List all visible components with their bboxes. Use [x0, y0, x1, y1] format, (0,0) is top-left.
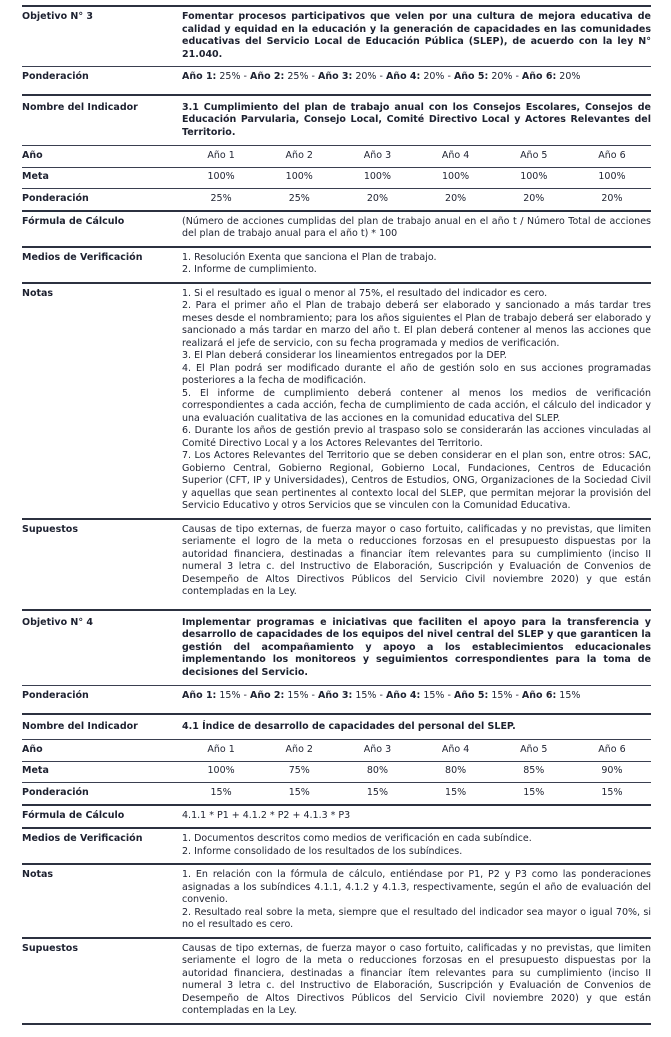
ponderacion-segment-valor: 25%	[216, 71, 241, 82]
ponderacion-cell: 25%	[288, 192, 310, 204]
meta-cells	[182, 765, 651, 778]
formula-row	[22, 804, 651, 828]
ano-header-cell: Año 1	[207, 149, 235, 161]
supuestos-row	[22, 937, 651, 1023]
meta-cell: 75%	[288, 765, 310, 776]
nombre-indicador-row	[22, 713, 651, 740]
formula-value: 4.1.1 * P1 + 4.1.2 * P2 + 4.1.3 * P3	[182, 809, 351, 821]
meta-cell: 100%	[520, 171, 548, 182]
medios-row	[22, 246, 651, 282]
meta-cell: 100%	[207, 765, 235, 776]
medios-item: 2. Informe consolidado de los resultados de los subíndices.	[182, 845, 463, 857]
meta-cell: 100%	[207, 171, 235, 182]
meta-cell: 80%	[445, 765, 467, 776]
ponderacion-segment-ano: Año 4:	[385, 690, 421, 701]
ponderacion-segment-valor: 15%	[352, 690, 377, 701]
notas-label: Notas	[22, 869, 54, 880]
ponderacion-segment	[244, 71, 309, 82]
meta-label: Meta	[22, 765, 49, 776]
ponderacion-segment-ano: Año 2:	[249, 71, 285, 82]
convenio-indicadores-document	[22, 5, 651, 1025]
objetivo-4-section	[22, 609, 651, 1023]
ponderacion-segment-ano: Año 4:	[385, 71, 421, 82]
ponderacion-segment-valor: 20%	[488, 71, 513, 82]
ponderacion-anual-values	[182, 71, 651, 84]
ponderacion-cell: 15%	[445, 786, 467, 798]
nota-item: 6. Durante los años de gestión previo al traspaso solo se considerarán las acciones vinculadas al Comité Directivo Local y a los Actores Relevantes del Territorio.	[182, 425, 651, 449]
ponderacion-segment-valor: 20%	[420, 71, 445, 82]
medios-list	[182, 252, 651, 277]
formula-value: (Número de acciones cumplidas del plan de trabajo anual en el año t / Número Total de acciones del plan de trabajo anual para el año t) * 100	[182, 215, 651, 239]
ano-header-cells	[182, 744, 651, 757]
medios-item: 1. Resolución Exenta que sanciona el Plan de trabajo.	[182, 251, 437, 263]
ano-header-cell: Año 2	[285, 743, 313, 755]
meta-label: Meta	[22, 171, 49, 182]
ano-header-cell: Año 5	[520, 149, 548, 161]
formula-label: Fórmula de Cálculo	[22, 809, 125, 821]
nota-item: 1. En relación con la fórmula de cálculo, entiéndase por P1, P2 y P3 como las ponderaciones asignadas a los subíndices 4.1.1, 4.1.2 y 4.1.3, respectivamente, según el año de evaluación del convenio.	[182, 869, 651, 905]
notas-list	[182, 288, 651, 513]
ponderacion-segment-ano: Año 6:	[521, 690, 557, 701]
ponderacion-cells	[182, 787, 651, 800]
ano-header-cell: Año 1	[207, 743, 235, 755]
nombre-indicador-value: 4.1 Índice de desarrollo de capacidades del personal del SLEP.	[182, 720, 516, 732]
ponderacion-label: Ponderación	[22, 690, 89, 701]
ponderacion-anual-row	[22, 685, 651, 708]
supuestos-value: Causas de tipo externas, de fuerza mayor o caso fortuito, calificadas y no previstas, que limiten seriamente el logro de la meta o reducciones forzosas en el presupuesto dispuestas por la autoridad financiera, destinadas a financiar ítem relevantes para su cumplimiento (inciso II numeral 3 letra c. del Instructivo de Elaboración, Suscripción y Evaluación de Convenios de Desempeño de Altos Directivos Públicos del Servicio Civil noviembre 2020) y que están contempladas en la Ley.	[182, 523, 651, 597]
ponderacion-table-label: Ponderación	[22, 192, 89, 204]
objetivo-label: Objetivo N° 4	[22, 616, 94, 628]
meta-cell: 100%	[285, 171, 313, 182]
objetivo-descripcion: Implementar programas e iniciativas que faciliten el apoyo para la transferencia y desarrollo de capacidades de los equipos del nivel central del SLEP y que garanticen la gestión del acompañamiento y apoyo a los establecimientos educacionales implementando los monitoreos y seguimientos correspondientes para la toma de decisiones del Servicio.	[182, 616, 651, 678]
ponderacion-cell: 15%	[601, 786, 623, 798]
ponderacion-segment	[182, 71, 241, 82]
nota-item: 2. Para el primer año el Plan de trabajo deberá ser elaborado y sancionado a más tardar tres meses desde el nombramiento; para los años siguientes el Plan de trabajo deberá ser elaborado y sancionado a más tardar en marzo del año t. El plan deberá contener al menos las acciones que realizará el jefe de servicio, con su fecha programada y medios de verificación.	[182, 300, 651, 349]
ano-header-cell: Año 6	[598, 743, 626, 755]
ponderacion-segment-valor: 25%	[284, 71, 309, 82]
ponderacion-segment-ano: Año 5:	[453, 71, 489, 82]
supuestos-value: Causas de tipo externas, de fuerza mayor o caso fortuito, calificadas y no previstas, que limiten seriamente el logro de la meta o reducciones forzosas en el presupuesto dispuestas por la autoridad financiera, destinadas a financiar ítem relevantes para su cumplimiento (inciso II numeral 3 letra c. del Instructivo de Elaboración, Suscripción y Evaluación de Convenios de Desempeño de Altos Directivos Públicos del Servicio Civil noviembre 2020) y que están contempladas en la Ley.	[182, 942, 651, 1016]
ponderacion-cell: 20%	[366, 192, 388, 204]
ponderacion-segment-valor: 15%	[556, 690, 581, 701]
ponderacion-cell: 25%	[210, 192, 232, 204]
ponderacion-anual-row	[22, 66, 651, 89]
meta-cells	[182, 171, 651, 184]
medios-list	[182, 833, 651, 858]
medios-label: Medios de Verificación	[22, 833, 143, 844]
objetivo-3-section	[22, 7, 651, 604]
nota-item: 5. El informe de cumplimiento deberá contener al menos los medios de verificación correspondientes a cada acción, fecha de cumplimiento de cada acción, el cálculo del indicador y una evaluación cualitativa de las acciones en la comunidad educativa del SLEP.	[182, 387, 651, 424]
ano-header-cell: Año 6	[598, 149, 626, 161]
medios-item: 2. Informe de cumplimiento.	[182, 264, 317, 275]
nota-item: 2. Resultado real sobre la meta, siempre que el resultado del indicador sea mayor o igual 70%, si no el resultado es cero.	[182, 906, 651, 930]
objetivo-label: Objetivo N° 3	[22, 11, 94, 22]
ponderacion-cell: 15%	[210, 786, 232, 798]
objetivo-row	[22, 609, 651, 686]
meta-cell: 100%	[442, 171, 470, 182]
ponderacion-segment	[312, 690, 377, 701]
ponderacion-cell: 20%	[445, 192, 467, 204]
ponderacion-segment	[380, 71, 445, 82]
ponderacion-segment-ano: Año 2:	[249, 690, 285, 701]
medios-label: Medios de Verificación	[22, 251, 143, 263]
ano-header-cell: Año 3	[363, 743, 392, 755]
ponderacion-segment	[447, 71, 512, 82]
ponderacion-segment-ano: Año 3:	[317, 71, 353, 82]
ano-label: Año	[22, 743, 43, 755]
ponderacion-segment	[182, 690, 241, 701]
nombre-indicador-row	[22, 94, 651, 146]
ponderacion-cell: 15%	[366, 786, 388, 798]
ponderacion-segment-valor: 15%	[420, 690, 445, 701]
notas-label: Notas	[22, 287, 54, 299]
ponderacion-cell: 15%	[523, 786, 545, 798]
notas-row	[22, 863, 651, 937]
supuestos-label: Supuestos	[22, 942, 78, 954]
notas-list	[182, 869, 651, 932]
ponderacion-table-row	[22, 782, 651, 804]
objetivo-descripcion: Fomentar procesos participativos que velen por una cultura de mejora educativa de calidad y equidad en la educación y la generación de capacidades en las comunidades educativas del Servicio Local de Educación Pública (SLEP), de acuerdo con la ley N° 21.040.	[182, 11, 651, 60]
formula-row	[22, 210, 651, 246]
ponderacion-table-label: Ponderación	[22, 786, 89, 798]
ponderacion-segment-ano: Año 1:	[182, 690, 217, 701]
ponderacion-segment	[244, 690, 309, 701]
ponderacion-segment-valor: 15%	[216, 690, 241, 701]
ponderacion-segment	[380, 690, 445, 701]
ano-header-cell: Año 2	[285, 149, 313, 161]
ponderacion-segment	[515, 690, 580, 701]
ponderacion-segment-valor: 20%	[556, 71, 581, 82]
ponderacion-cells	[182, 193, 651, 206]
formula-label: Fórmula de Cálculo	[22, 215, 125, 227]
ano-header-row	[22, 145, 651, 167]
ponderacion-label: Ponderación	[22, 71, 89, 82]
nombre-indicador-label: Nombre del Indicador	[22, 720, 138, 732]
meta-cell: 90%	[601, 765, 623, 776]
meta-row	[22, 761, 651, 783]
ponderacion-segment-ano: Año 3:	[317, 690, 353, 701]
ponderacion-cell: 15%	[288, 786, 310, 798]
ano-header-row	[22, 739, 651, 761]
ano-header-cells	[182, 150, 651, 163]
ponderacion-segment-ano: Año 1:	[182, 71, 217, 82]
meta-cell: 100%	[598, 171, 626, 182]
supuestos-label: Supuestos	[22, 523, 78, 535]
ponderacion-segment-ano: Año 5:	[453, 690, 489, 701]
objetivo-row	[22, 7, 651, 66]
ano-header-cell: Año 4	[441, 149, 470, 161]
ponderacion-segment-valor: 15%	[284, 690, 309, 701]
nombre-indicador-value: 3.1 Cumplimiento del plan de trabajo anual con los Consejos Escolares, Consejos de Educación Parvularia, Consejo Local, Comité Directivo Local y Actores Relevantes del Territorio.	[182, 101, 651, 138]
meta-cell: 85%	[523, 765, 545, 776]
ponderacion-segment	[515, 71, 580, 82]
ponderacion-table-row	[22, 188, 651, 210]
meta-row	[22, 167, 651, 189]
ano-header-cell: Año 4	[441, 743, 470, 755]
nota-item: 7. Los Actores Relevantes del Territorio que se deben considerar en el plan son, entre otros: SAC, Gobierno Central, Gobierno Regional, Gobierno Local, Fundaciones, Centros de Educación Superior (CFT, IP y Universidades), Centros de Estudios, ONG, Organizaciones de la Sociedad Civil y aquellas que sean pertinentes al contexto local del SLEP, que permitan mejorar la provisión del Servicio Educativo y otros Servicios que se vinculen con la Comunidad Educativa.	[182, 450, 651, 511]
ponderacion-cell: 20%	[601, 192, 623, 204]
ano-label: Año	[22, 149, 43, 161]
ponderacion-cell: 20%	[523, 192, 545, 204]
ponderacion-segment-valor: 20%	[352, 71, 377, 82]
nota-item: 1. Si el resultado es igual o menor al 75%, el resultado del indicador es cero.	[182, 287, 548, 299]
ponderacion-segment-valor: 15%	[488, 690, 513, 701]
ponderacion-segment	[312, 71, 377, 82]
nombre-indicador-label: Nombre del Indicador	[22, 101, 138, 113]
medios-row	[22, 827, 651, 863]
ponderacion-segment-ano: Año 6:	[521, 71, 557, 82]
meta-cell: 100%	[363, 171, 392, 182]
meta-cell: 80%	[366, 765, 388, 776]
medios-item: 1. Documentos descritos como medios de verificación en cada subíndice.	[182, 833, 532, 844]
nota-item: 3. El Plan deberá considerar los lineamientos entregados por la DEP.	[182, 350, 507, 361]
ponderacion-anual-values	[182, 690, 651, 703]
nota-item: 4. El Plan podrá ser modificado durante el año de gestión solo en sus acciones programadas posteriores a la fecha de modificación.	[182, 362, 651, 386]
ponderacion-segment	[447, 690, 512, 701]
ano-header-cell: Año 5	[520, 743, 548, 755]
notas-row	[22, 282, 651, 518]
ano-header-cell: Año 3	[363, 149, 392, 161]
supuestos-row	[22, 518, 651, 604]
